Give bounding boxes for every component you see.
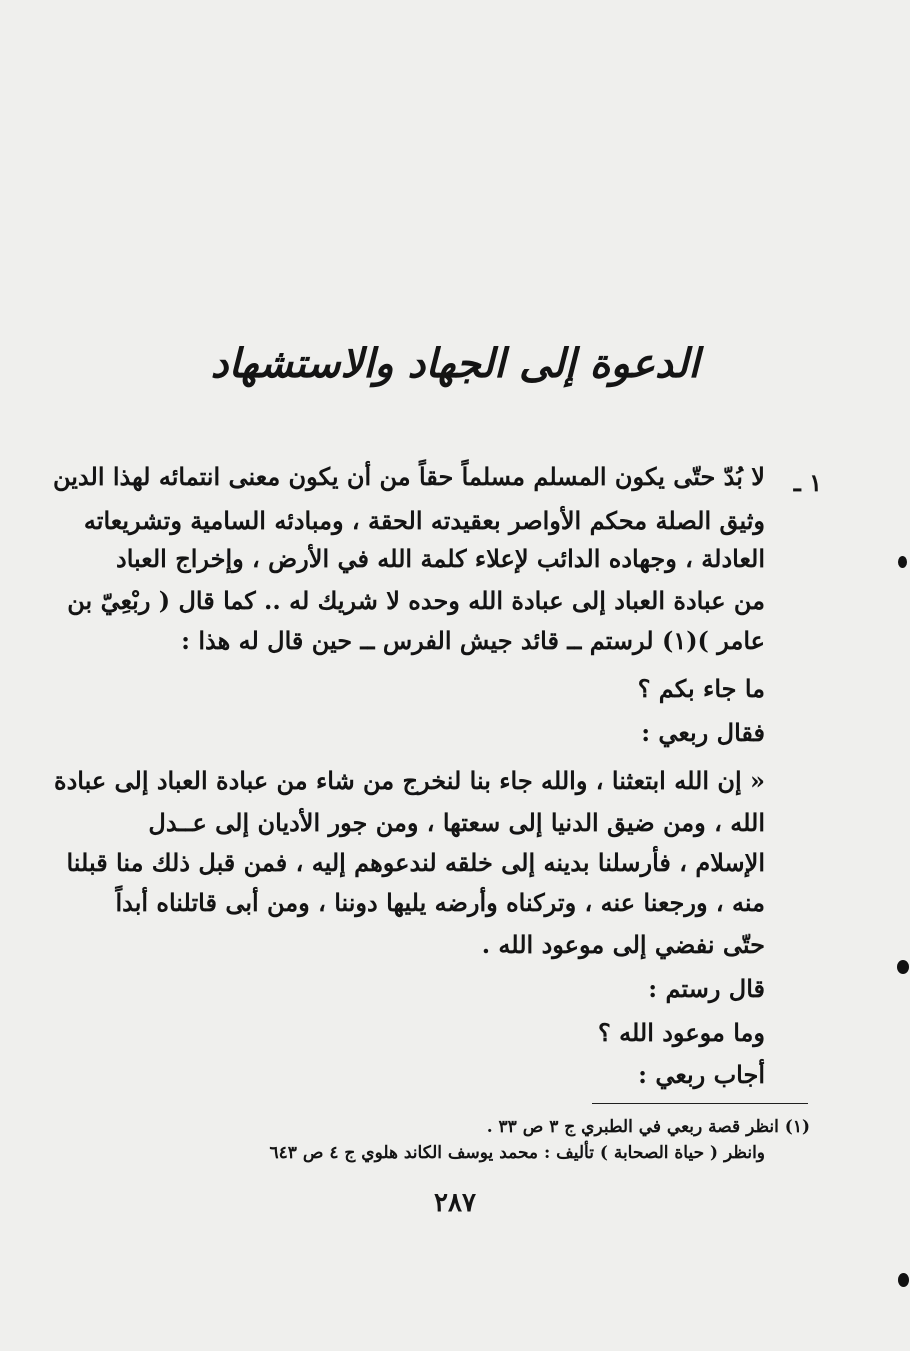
paragraph-line: لا بُدّ حتّى يكون المسلم مسلماً حقاً من أن يكون معنى انتمائه لهذا الدين: [52, 462, 765, 491]
dialogue-speaker: قال رستم :: [648, 974, 765, 1003]
paragraph-line: وثيق الصلة محكم الأواصر بعقيدته الحقة ، ومبادئه السامية وتشريعاته: [83, 506, 765, 535]
paragraph-line: عامر )(١) لرستم ــ قائد جيش الفرس ــ حين قال له هذا :: [181, 626, 765, 655]
footnote-divider: [592, 1103, 808, 1104]
quote-line: « إن الله ابتعثنا ، والله جاء بنا لنخرج من شاء من عبادة العباد إلى عبادة: [54, 766, 765, 795]
footnote-line: وانظر ( حياة الصحابة ) تأليف : محمد يوسف الكاند هلوي ج ٤ ص ٦٤٣: [269, 1143, 765, 1163]
scan-mark: [898, 1273, 909, 1287]
paragraph-line: العادلة ، وجهاده الدائب لإعلاء كلمة الله في الأرض ، وإخراج العباد: [116, 544, 765, 573]
quote-line: الله ، ومن ضيق الدنيا إلى سعتها ، ومن جور الأديان إلى عــدل: [148, 808, 765, 837]
quote-line: الإسلام ، فأرسلنا بدينه إلى خلقه لندعوهم إليه ، فمن قبل ذلك منا قبلنا: [66, 848, 765, 877]
quote-line: حتّى نفضي إلى موعود الله .: [481, 930, 765, 959]
quote-line: منه ، ورجعنا عنه ، وتركناه وأرضه يليها دوننا ، ومن أبى قاتلناه أبداً: [115, 888, 765, 917]
footnote-line: (١) انظر قصة ربعي في الطبري ج ٣ ص ٣٣ .: [486, 1117, 810, 1137]
page-number: ٢٨٧: [434, 1188, 476, 1218]
paragraph-line: من عبادة العباد إلى عبادة الله وحده لا شريك له .. كما قال ( ربْعِيّ بن: [67, 586, 765, 615]
dialogue-speaker: فقال ربعي :: [641, 718, 765, 747]
item-number: ١ ـ: [793, 468, 822, 497]
scan-mark: [897, 960, 909, 974]
chapter-title: الدعوة إلى الجهاد والاستشهاد: [210, 340, 700, 387]
dialogue-question: ما جاء بكم ؟: [637, 674, 765, 703]
dialogue-question: وما موعود الله ؟: [597, 1018, 765, 1047]
scan-mark: [898, 556, 907, 568]
dialogue-speaker: أجاب ربعي :: [638, 1060, 765, 1089]
